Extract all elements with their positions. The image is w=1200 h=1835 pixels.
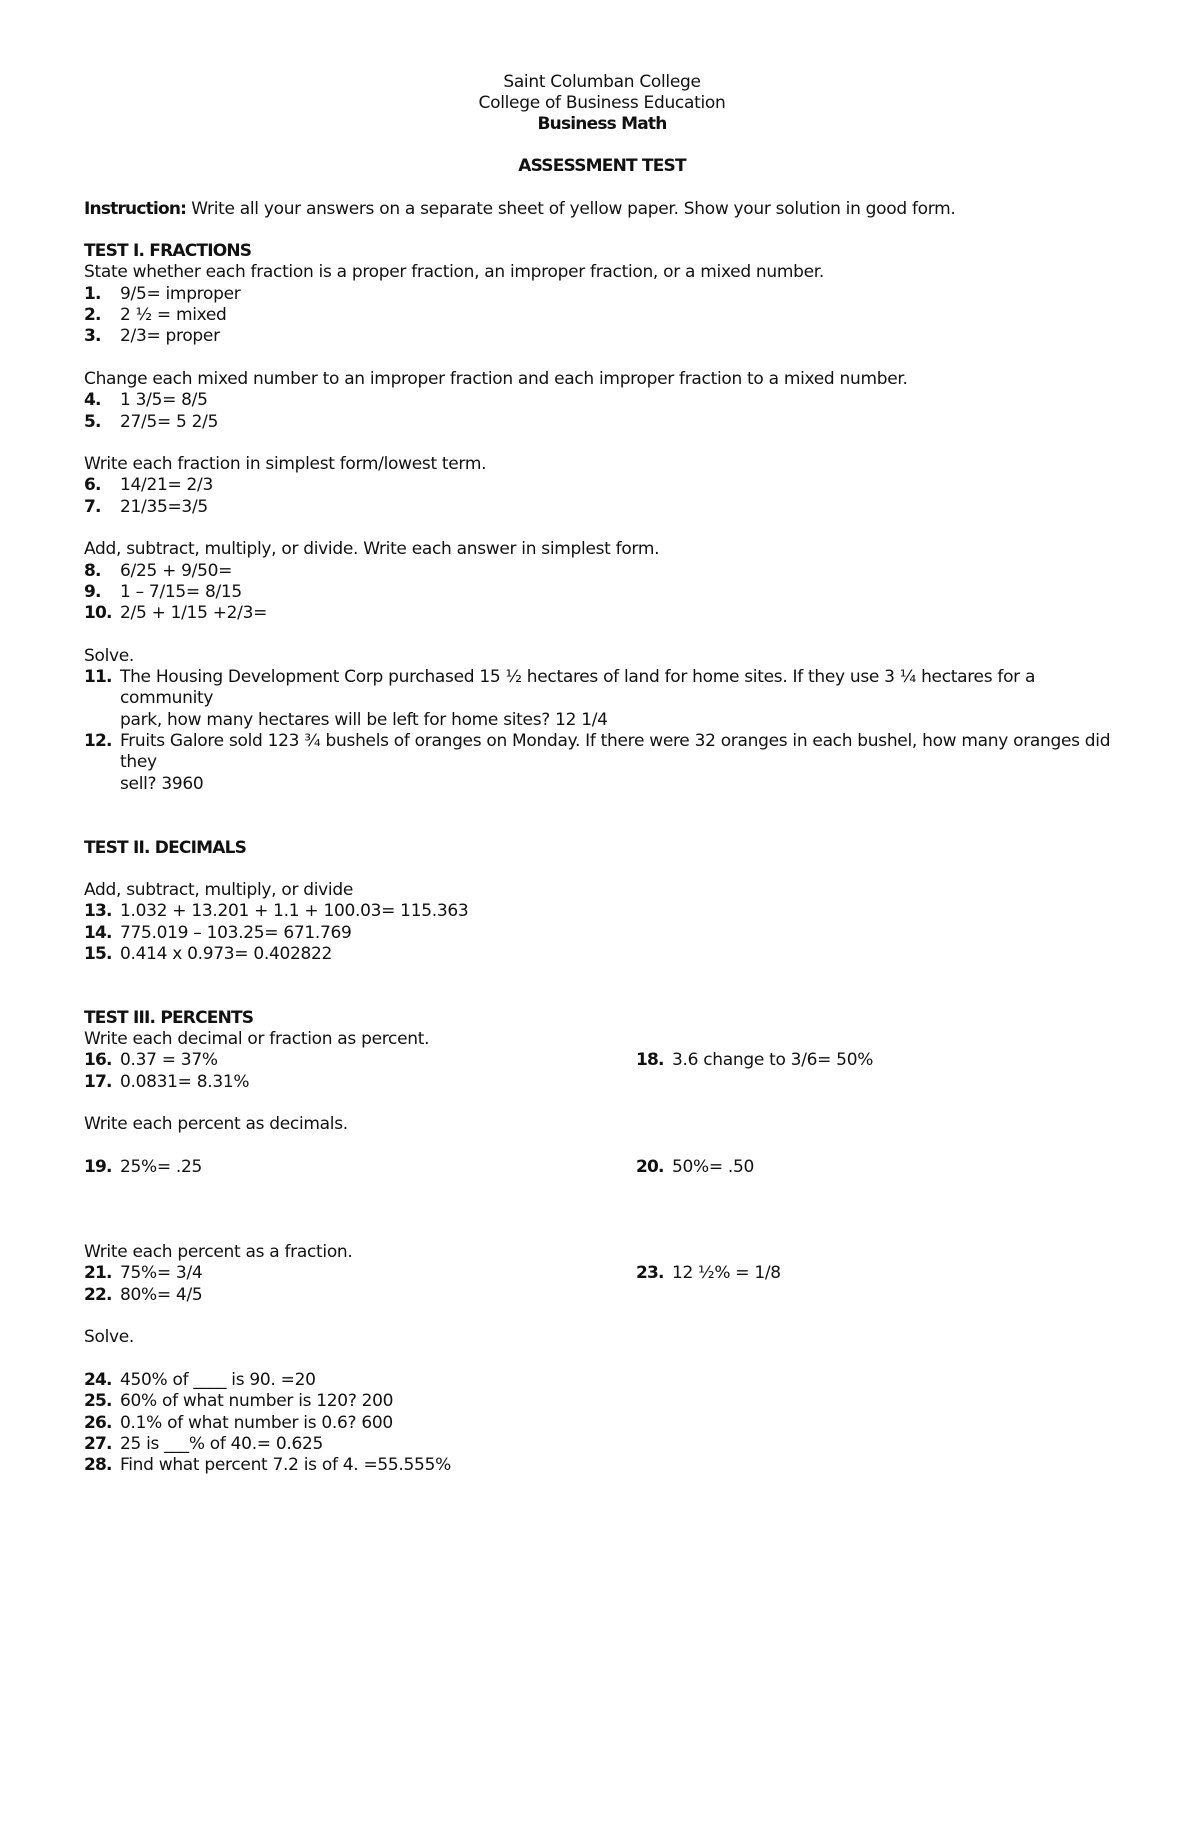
question-item [84,901,1120,922]
question-number: 27. [84,1433,112,1454]
question-number: 16. [84,1050,112,1071]
test3-part1-instruction: Write each decimal or fraction as percent. [84,1029,430,1050]
question-text: Find what percent 7.2 is of 4. =55.555% [120,1455,451,1476]
test2-heading: TEST II. DECIMALS [84,837,247,858]
question-item [84,944,1120,965]
question-item [84,390,1120,411]
question-number: 11. [84,667,112,688]
school-name: Saint Columban College [503,72,701,92]
question-number: 17. [84,1071,112,1092]
question-number: 7. [84,496,101,517]
question-number: 15. [84,943,112,964]
question-item [84,1434,1120,1455]
question-item [84,1072,636,1093]
question-number: 1. [84,283,101,304]
question-item [84,412,1120,433]
question-text [120,731,1120,795]
question-item [84,497,1120,518]
question-number: 26. [84,1412,112,1433]
question-number: 28. [84,1455,112,1476]
question-text: 75%= 3/4 [120,1263,203,1284]
question-text: 0.0831= 8.31% [120,1071,250,1092]
question-text: 60% of what number is 120? 200 [120,1391,394,1412]
question-number: 2. [84,305,101,326]
question-text-line: The Housing Development Corp purchased 15 ½ hectares of land for home sites. If they use 3 ¼ hectares for a community [120,667,1036,709]
test3-part2-instruction: Write each percent as decimals. [84,1114,348,1135]
question-text: 3.6 change to 3/6= 50% [672,1050,874,1071]
test3-part3-instruction: Write each percent as a fraction. [84,1242,353,1263]
test1-part2-instruction: Change each mixed number to an improper fraction and each improper fraction to a mixed number. [84,368,908,389]
question-text: 9/5= improper [120,283,241,304]
test3-part4-instruction: Solve. [84,1327,135,1348]
question-text: 27/5= 5 2/5 [120,411,219,432]
question-number: 8. [84,560,101,581]
question-text: 12 ½% = 1/8 [672,1263,781,1284]
question-text-line: sell? 3960 [120,773,204,794]
question-number: 13. [84,901,112,922]
two-column-row [84,1157,1120,1178]
question-number: 5. [84,411,101,432]
question-item [84,1285,636,1306]
question-number: 4. [84,390,101,411]
question-item [636,1263,1120,1284]
question-number: 3. [84,326,101,347]
question-text [120,667,1120,731]
test-title: ASSESSMENT TEST [518,156,686,177]
question-number: 23. [636,1263,664,1284]
question-text: 80%= 4/5 [120,1284,203,1305]
question-item [84,1455,1120,1476]
question-item [84,923,1120,944]
question-text: 775.019 – 103.25= 671.769 [120,922,352,943]
question-number: 9. [84,581,101,602]
question-item [84,731,1120,795]
question-text: 25 is ___% of 40.= 0.625 [120,1433,324,1454]
question-text: 2/5 + 1/15 +2/3= [120,603,268,624]
question-number: 19. [84,1156,112,1177]
document-page [84,72,1120,1476]
question-text: 0.1% of what number is 0.6? 600 [120,1412,393,1433]
question-item [84,1263,636,1284]
question-item [84,1391,1120,1412]
question-item [636,1050,1120,1071]
question-item [84,582,1120,603]
question-number: 25. [84,1391,112,1412]
test3-heading: TEST III. PERCENTS [84,1007,254,1028]
question-item [84,326,1120,347]
test1-part3-instruction: Write each fraction in simplest form/lowest term. [84,454,487,475]
two-column-row [84,1263,1120,1306]
two-column-row [84,1050,1120,1093]
question-item [84,305,1120,326]
test2-instruction: Add, subtract, multiply, or divide [84,880,354,901]
question-text-line: park, how many hectares will be left for home sites? 12 1/4 [120,709,608,730]
instruction-text: Write all your answers on a separate sheet of yellow paper. Show your solution in good form. [186,198,956,219]
test1-part5-instruction: Solve. [84,645,135,666]
instruction [84,199,1120,220]
question-item [84,475,1120,496]
question-number: 12. [84,731,112,752]
question-number: 14. [84,922,112,943]
question-number: 18. [636,1050,664,1071]
subject-title: Business Math [537,114,667,134]
question-number: 22. [84,1284,112,1305]
question-text: 0.37 = 37% [120,1050,218,1071]
question-text: 2 ½ = mixed [120,305,227,326]
question-item [84,667,1120,731]
question-text: 1 – 7/15= 8/15 [120,581,242,602]
question-number: 10. [84,603,112,624]
question-text: 2/3= proper [120,326,220,347]
question-text: 1 3/5= 8/5 [120,390,208,411]
question-number: 21. [84,1263,112,1284]
question-item [84,561,1120,582]
question-number: 20. [636,1156,664,1177]
question-item [84,1157,636,1178]
question-item [84,603,1120,624]
question-item [84,284,1120,305]
question-text: 6/25 + 9/50= [120,560,233,581]
college-name: College of Business Education [478,93,726,113]
question-text: 1.032 + 13.201 + 1.1 + 100.03= 115.363 [120,901,469,922]
question-number: 6. [84,475,101,496]
test1-part4-instruction: Add, subtract, multiply, or divide. Write each answer in simplest form. [84,539,660,560]
question-number: 24. [84,1369,112,1390]
test1-heading: TEST I. FRACTIONS [84,241,252,262]
question-item [84,1370,1120,1391]
question-item [84,1050,636,1071]
question-text: 0.414 x 0.973= 0.402822 [120,943,333,964]
question-text: 21/35=3/5 [120,496,208,517]
question-text: 50%= .50 [672,1156,755,1177]
question-text: 14/21= 2/3 [120,475,213,496]
instruction-label: Instruction: [84,198,187,219]
question-text-line: Fruits Galore sold 123 ¾ bushels of oranges on Monday. If there were 32 oranges in each bushel, how many oranges did they [120,731,1111,773]
question-text: 450% of ____ is 90. =20 [120,1369,316,1390]
question-text: 25%= .25 [120,1156,203,1177]
question-item [636,1157,1120,1178]
test1-part1-instruction: State whether each fraction is a proper fraction, an improper fraction, or a mixed number. [84,262,825,283]
question-item [84,1413,1120,1434]
